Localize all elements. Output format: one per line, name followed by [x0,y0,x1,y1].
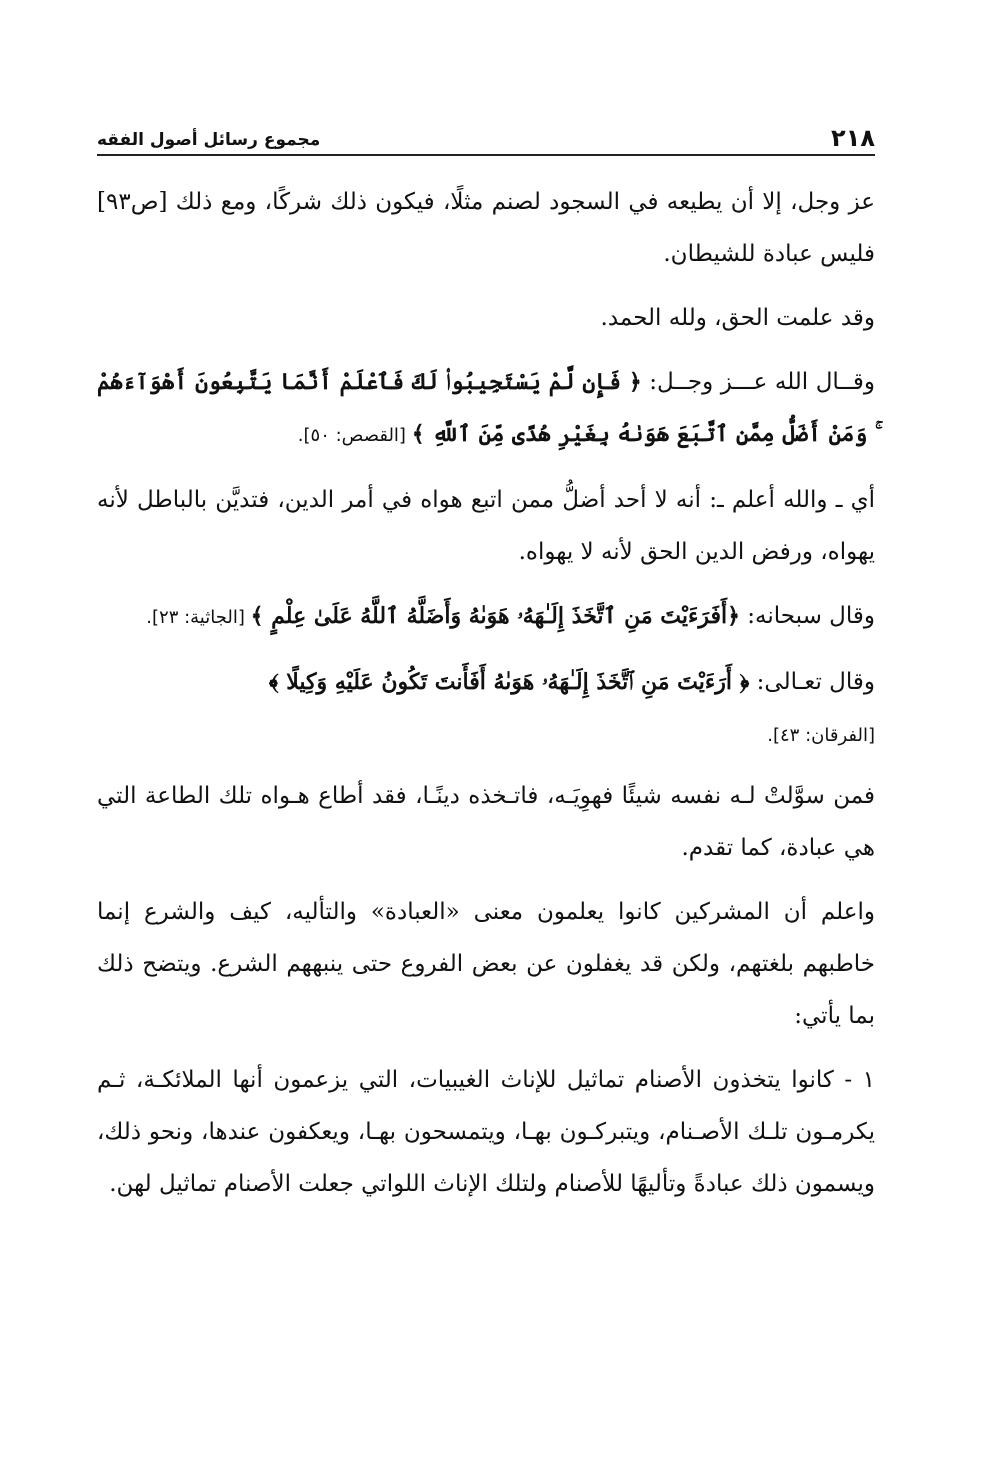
paragraph-5 [97,590,875,644]
verse-reference: [القصص: ٥٠]. [297,425,412,446]
verse-reference: [الجاثية: ٢٣]. [146,607,251,628]
page-header [97,118,875,156]
paragraph-2: وقد علمت الحق، ولله الحمد. [600,305,875,331]
quran-verse: ﴿ أَرَءَيْتَ مَنِ ٱتَّخَذَ إِلَـٰهَهُۥ هَوَىٰهُ أَفَأَنتَ تَكُونُ عَلَيْهِ وَكِيلًا ﴾ [268,669,750,695]
page-number: ٢١٨ [831,124,875,152]
page-body [97,176,875,1222]
quote-intro: وقــال الله عـــز وجــل: [641,369,875,395]
paragraph-1: عز وجل، إلا أن يطيعه في السجود لصنم مثلًا، فيكون ذلك شركًا، ومع ذلك [ص٩٣] فليس عبادة للشيطان. [97,189,875,267]
paragraph-6 [97,656,875,708]
paragraph-9: ١ - كانوا يتخذون الأصنام تماثيل للإناث الغيبيات، التي يزعمون أنها الملائكـة، ثـم يكرمـون تلـك الأصـنام، ويتبركـون بهـا، ويتمسحون بهـا، ويعكفون عندها، ونحو ذلك، ويسمون ذلك عبادةً وتأليهًا للأصنام ولتلك الإناث اللواتي جعلت الأصنام تماثيل لهن. [97,1067,875,1197]
verse-reference: [الفرقان: ٤٣]. [767,725,875,746]
quote-intro: وقال سبحانه: [740,603,875,629]
quote-intro: وقال تعـالى: [749,669,875,695]
quran-verse: ﴿ فَإِن لَّمْ يَسْتَجِيبُوا۟ لَكَ فَٱعْلَمْ أَنَّمَا يَتَّبِعُونَ أَهْوَآءَهُمْ ۚ وَمَنْ أَضَلُّ مِمَّنِ ٱتَّبَعَ هَوَىٰهُ بِغَيْرِ هُدًى مِّنَ ٱللَّهِ ﴾ [97,369,875,447]
quran-verse: ﴿أَفَرَءَيْتَ مَنِ ٱتَّخَذَ إِلَـٰهَهُۥ هَوَىٰهُ وَأَضَلَّهُ ٱللَّهُ عَلَىٰ عِلْمٍ ﴾ [250,603,740,629]
paragraph-7: فمن سوَّلتْ لـه نفسه شيئًا فهوِيَـه، فاتـخذه دينًـا، فقد أطاع هـواه تلك الطاعة التي هي عبادة، كما تقدم. [97,783,875,861]
running-title: مجموع رسائل أصول الفقه [97,130,321,150]
paragraph-8: واعلم أن المشركين كانوا يعلمون معنى «العبادة» والتأليه، كيف والشرع إنما خاطبهم بلغتهم، ولكن قد يغفلون عن بعض الفروع حتى ينبههم الشرع. ويتضح ذلك بما يأتي: [97,899,875,1029]
paragraph-4: أي ـ والله أعلم ـ: أنه لا أحد أضلُّ ممن اتبع هواه في أمر الدين، فتديَّن بالباطل لأنه يهواه، ورفض الدين الحق لأنه لا يهواه. [97,487,875,565]
paragraph-3 [97,356,875,462]
